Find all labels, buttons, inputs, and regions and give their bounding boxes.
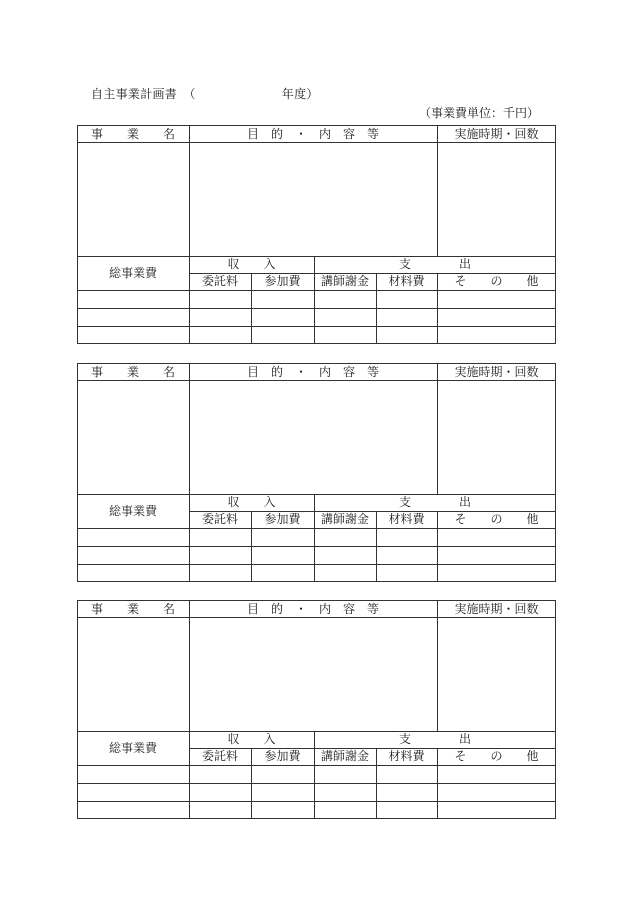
plan-table-1	[77, 125, 556, 344]
header-purpose: 目 的 ・ 内 容 等	[246, 365, 379, 379]
row-line	[77, 564, 556, 565]
label-koshi: 講師謝金	[320, 512, 369, 526]
label-income: 収 入	[227, 257, 276, 271]
col-line	[437, 125, 438, 256]
label-total-cost: 総事業費	[108, 266, 157, 280]
label-sanka: 参加費	[264, 749, 301, 763]
label-zairyo: 材料費	[388, 749, 425, 763]
label-expense: 支 出	[398, 732, 471, 746]
label-sonota: そ の 他	[454, 274, 539, 288]
label-zairyo: 材料費	[388, 274, 425, 288]
col-line	[189, 600, 190, 819]
label-itaku: 委託料	[201, 749, 238, 763]
row-line	[77, 528, 556, 529]
header-purpose: 目 的 ・ 内 容 等	[246, 127, 379, 141]
col-line	[189, 363, 190, 582]
header-line	[77, 617, 556, 618]
label-expense: 支 出	[398, 257, 471, 271]
header-schedule: 実施時期・回数	[454, 127, 539, 141]
col-line	[189, 125, 190, 344]
label-itaku: 委託料	[201, 274, 238, 288]
label-income: 収 入	[227, 732, 276, 746]
plan-table-2	[77, 363, 556, 582]
row-line	[77, 783, 556, 784]
row-line	[77, 326, 556, 327]
col-line	[437, 363, 438, 494]
label-expense: 支 出	[398, 495, 471, 509]
header-line	[77, 380, 556, 381]
table-frame	[77, 600, 556, 819]
header-event-name: 事 業 名	[90, 365, 175, 379]
col-line	[437, 600, 438, 731]
label-zairyo: 材料費	[388, 512, 425, 526]
header-line	[77, 142, 556, 143]
row-line	[77, 290, 556, 291]
header-event-name: 事 業 名	[90, 602, 175, 616]
header-schedule: 実施時期・回数	[454, 365, 539, 379]
header-event-name: 事 業 名	[90, 127, 175, 141]
header-purpose: 目 的 ・ 内 容 等	[246, 602, 379, 616]
label-itaku: 委託料	[201, 512, 238, 526]
label-sanka: 参加費	[264, 512, 301, 526]
header-schedule: 実施時期・回数	[454, 602, 539, 616]
table-frame	[77, 125, 556, 344]
plan-table-3	[77, 600, 556, 819]
row-line	[77, 801, 556, 802]
label-sonota: そ の 他	[454, 749, 539, 763]
row-line	[77, 308, 556, 309]
label-koshi: 講師謝金	[320, 274, 369, 288]
row-line	[77, 765, 556, 766]
label-koshi: 講師謝金	[320, 749, 369, 763]
table-frame	[77, 363, 556, 582]
label-sonota: そ の 他	[454, 512, 539, 526]
page-title: 自主事業計画書 （ 年度）	[91, 87, 319, 101]
label-total-cost: 総事業費	[108, 741, 157, 755]
row-line	[77, 546, 556, 547]
label-total-cost: 総事業費	[108, 504, 157, 518]
unit-note: （事業費単位：千円）	[418, 106, 539, 120]
label-income: 収 入	[227, 495, 276, 509]
label-sanka: 参加費	[264, 274, 301, 288]
